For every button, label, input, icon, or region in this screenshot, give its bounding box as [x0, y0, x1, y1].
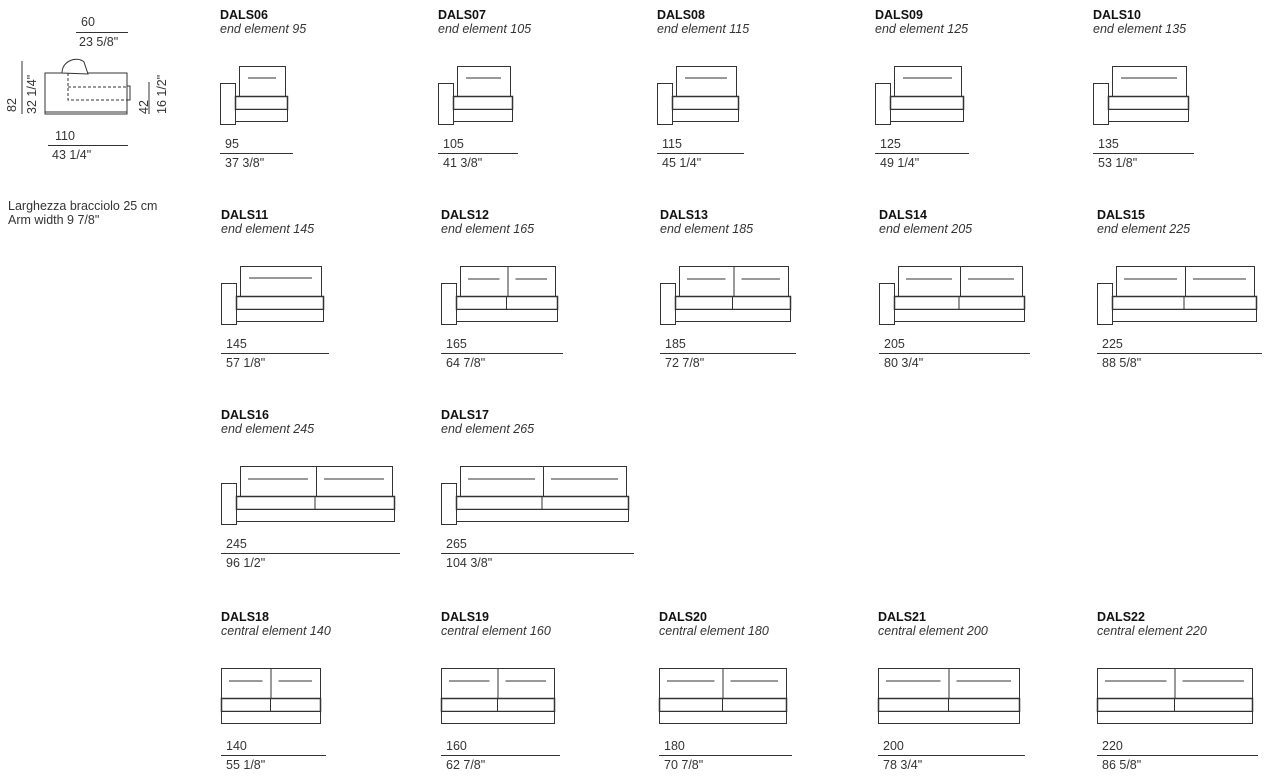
width-dimension-line	[441, 553, 634, 554]
seat-cm-label: 42	[137, 100, 151, 114]
depth-in-label: 23 5/8"	[79, 35, 119, 49]
element-drawing	[221, 263, 327, 333]
armrest	[439, 84, 454, 125]
width-inches: 86 5/8"	[1102, 758, 1142, 772]
seat-cushion	[454, 97, 513, 110]
base	[236, 110, 288, 122]
element-drawing	[659, 665, 790, 735]
element-code: DALS18	[221, 610, 269, 624]
width-dimension-line	[657, 153, 744, 154]
length-cm-label: 110	[55, 129, 75, 143]
width-inches: 88 5/8"	[1102, 356, 1142, 370]
arm-width-it: Larghezza bracciolo 25 cm	[8, 199, 158, 213]
seat-in-label: 16 1/2"	[155, 74, 169, 114]
width-dimension-line	[441, 755, 560, 756]
width-cm: 165	[446, 337, 467, 351]
armrest	[221, 84, 236, 125]
element-drawing	[441, 263, 561, 333]
backrest	[222, 669, 272, 699]
backrest	[442, 669, 499, 699]
element-name: end element 185	[660, 222, 754, 236]
width-inches: 41 3/8"	[443, 156, 483, 170]
seat-cushion	[237, 297, 324, 310]
width-cm: 115	[662, 137, 682, 151]
base	[237, 310, 324, 322]
width-inches: 37 3/8"	[225, 156, 265, 170]
element-code: DALS08	[657, 8, 705, 22]
seat-cushion	[891, 97, 964, 110]
armrest	[1098, 284, 1113, 325]
armrest	[661, 284, 676, 325]
element-code: DALS21	[878, 610, 926, 624]
backrest	[949, 669, 1020, 699]
element-code: DALS13	[660, 208, 708, 222]
width-cm: 160	[446, 739, 467, 753]
backrest	[241, 267, 322, 297]
width-inches: 57 1/8"	[226, 356, 266, 370]
element-code: DALS20	[659, 610, 707, 624]
base	[891, 110, 964, 122]
base	[457, 310, 558, 322]
armrest	[1094, 84, 1109, 125]
element-name: central element 200	[878, 624, 988, 638]
element-drawing	[657, 63, 742, 133]
backrest	[1113, 67, 1187, 97]
element-name: end element 95	[220, 22, 307, 36]
backrest	[461, 267, 509, 297]
width-inches: 80 3/4"	[884, 356, 924, 370]
backrest	[508, 267, 556, 297]
backrest	[241, 467, 317, 497]
element-code: DALS22	[1097, 610, 1145, 624]
seat-cushion	[236, 97, 288, 110]
base	[442, 712, 555, 724]
backrest	[680, 267, 735, 297]
element-drawing	[221, 463, 398, 533]
width-cm: 245	[226, 537, 247, 551]
armrest	[880, 284, 895, 325]
width-dimension-line	[1093, 153, 1194, 154]
backrest	[660, 669, 724, 699]
width-cm: 205	[884, 337, 905, 351]
element-name: central element 180	[659, 624, 769, 638]
arm-width-en: Arm width 9 7/8"	[8, 213, 100, 227]
element-name: end element 115	[657, 22, 750, 36]
width-cm: 145	[226, 337, 247, 351]
width-cm: 125	[880, 137, 901, 151]
width-cm: 185	[665, 337, 686, 351]
width-dimension-line	[878, 755, 1025, 756]
width-cm: 220	[1102, 739, 1123, 753]
element-drawing	[1093, 63, 1192, 133]
width-inches: 70 7/8"	[664, 758, 704, 772]
width-cm: 140	[226, 739, 247, 753]
element-code: DALS19	[441, 610, 489, 624]
armrest	[442, 284, 457, 325]
element-name: central element 160	[441, 624, 551, 638]
height-cm-label: 82	[5, 98, 19, 112]
element-name: end element 225	[1097, 222, 1191, 236]
element-name: central element 220	[1097, 624, 1207, 638]
base	[676, 310, 791, 322]
base	[660, 712, 787, 724]
element-drawing	[879, 263, 1028, 333]
backrest	[317, 467, 393, 497]
element-name: end element 135	[1093, 22, 1187, 36]
backrest	[544, 467, 627, 497]
width-inches: 78 3/4"	[883, 758, 923, 772]
base	[1109, 110, 1189, 122]
width-cm: 200	[883, 739, 904, 753]
armrest	[658, 84, 673, 125]
backrest	[723, 669, 787, 699]
backrest	[1098, 669, 1176, 699]
backrest	[677, 67, 737, 97]
width-dimension-line	[221, 553, 400, 554]
seat-cushion	[673, 97, 739, 110]
base	[879, 712, 1020, 724]
width-inches: 55 1/8"	[226, 758, 266, 772]
backrest	[1186, 267, 1255, 297]
backrest	[895, 67, 962, 97]
armrest	[222, 284, 237, 325]
width-inches: 45 1/4"	[662, 156, 702, 170]
seat-cushion	[1109, 97, 1189, 110]
depth-cm-label: 60	[81, 15, 95, 29]
element-name: end element 205	[879, 222, 973, 236]
height-in-label: 32 1/4"	[25, 74, 39, 114]
width-inches: 49 1/4"	[880, 156, 920, 170]
width-inches: 64 7/8"	[446, 356, 486, 370]
element-drawing	[438, 63, 516, 133]
element-code: DALS14	[879, 208, 927, 222]
width-inches: 96 1/2"	[226, 556, 266, 570]
width-cm: 180	[664, 739, 685, 753]
element-name: end element 125	[875, 22, 969, 36]
width-inches: 104 3/8"	[446, 556, 493, 570]
element-drawing	[660, 263, 794, 333]
element-code: DALS17	[441, 408, 489, 422]
backrest	[734, 267, 789, 297]
width-dimension-line	[1097, 755, 1258, 756]
element-name: end element 145	[221, 222, 315, 236]
armrest	[442, 484, 457, 525]
width-dimension-line	[659, 755, 792, 756]
element-name: central element 140	[221, 624, 331, 638]
width-dimension-line	[879, 353, 1030, 354]
element-code: DALS16	[221, 408, 269, 422]
backrest	[240, 67, 286, 97]
backrest	[1175, 669, 1253, 699]
width-inches: 72 7/8"	[665, 356, 705, 370]
element-code: DALS07	[438, 8, 486, 22]
backrest	[899, 267, 961, 297]
element-code: DALS10	[1093, 8, 1141, 22]
element-drawing	[878, 665, 1023, 735]
backrest	[961, 267, 1023, 297]
length-in-label: 43 1/4"	[52, 148, 92, 162]
width-dimension-line	[220, 153, 293, 154]
length-dimension-line	[48, 145, 128, 146]
armrest	[222, 484, 237, 525]
width-cm: 265	[446, 537, 467, 551]
width-dimension-line	[875, 153, 969, 154]
width-cm: 135	[1098, 137, 1119, 151]
element-code: DALS15	[1097, 208, 1145, 222]
width-dimension-line	[221, 755, 326, 756]
backrest	[498, 669, 555, 699]
base	[222, 712, 321, 724]
element-name: end element 105	[438, 22, 532, 36]
width-cm: 225	[1102, 337, 1123, 351]
base	[895, 310, 1025, 322]
width-inches: 62 7/8"	[446, 758, 486, 772]
backrest	[1117, 267, 1186, 297]
arm-width-note	[8, 199, 157, 227]
armrest	[876, 84, 891, 125]
width-inches: 53 1/8"	[1098, 156, 1138, 170]
element-code: DALS11	[221, 208, 269, 222]
element-drawing	[1097, 263, 1260, 333]
base	[673, 110, 739, 122]
backrest	[458, 67, 511, 97]
width-dimension-line	[438, 153, 518, 154]
width-dimension-line	[660, 353, 796, 354]
width-cm: 95	[225, 137, 239, 151]
width-dimension-line	[441, 353, 563, 354]
width-dimension-line	[221, 353, 329, 354]
element-drawing	[1097, 665, 1256, 735]
element-drawing	[441, 665, 558, 735]
element-drawing	[221, 665, 324, 735]
base	[237, 510, 395, 522]
base	[1098, 712, 1253, 724]
backrest	[461, 467, 544, 497]
element-name: end element 165	[441, 222, 535, 236]
base	[457, 510, 629, 522]
element-drawing	[220, 63, 291, 133]
base	[454, 110, 513, 122]
element-code: DALS09	[875, 8, 923, 22]
element-code: DALS12	[441, 208, 489, 222]
width-dimension-line	[1097, 353, 1262, 354]
element-code: DALS06	[220, 8, 268, 22]
base	[1113, 310, 1257, 322]
width-cm: 105	[443, 137, 464, 151]
element-name: end element 245	[221, 422, 315, 436]
backrest	[879, 669, 950, 699]
backrest	[271, 669, 321, 699]
element-drawing	[875, 63, 967, 133]
element-name: end element 265	[441, 422, 535, 436]
element-drawing	[441, 463, 632, 533]
